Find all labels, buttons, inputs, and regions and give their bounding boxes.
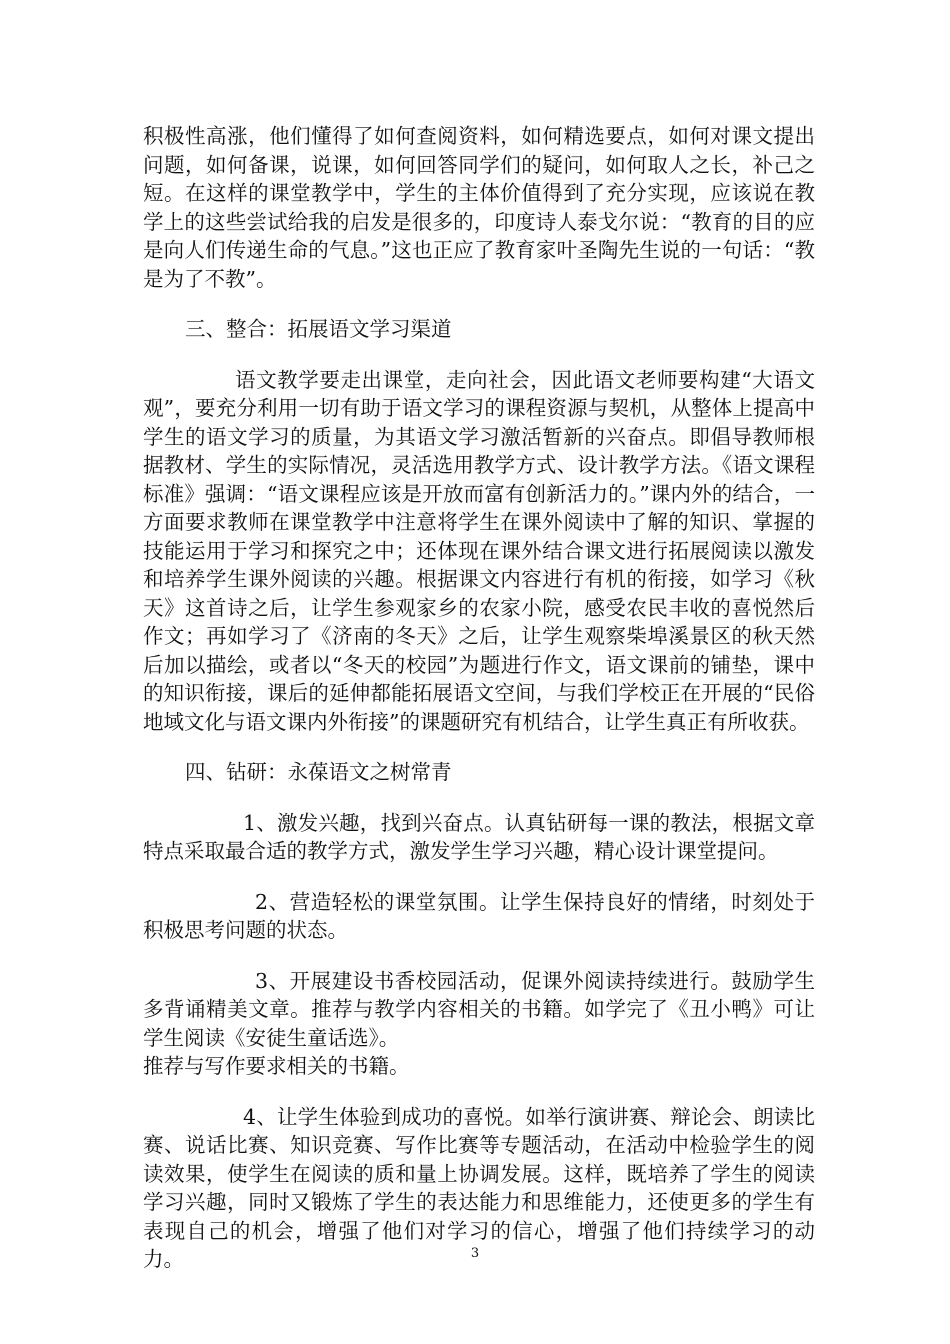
list-item-4: 4、让学生体验到成功的喜悦。如举行演讲赛、辩论会、朗读比赛、说话比赛、知识竞赛、写作比赛等专题活动，在活动中检验学生的阅读效果，使学生在阅读的质和量上协调发展。这样，既培养了学生的阅读学习兴趣，同时又锻炼了学生的表达能力和思维能力，还使更多的学生有表现自己的机会，增强了他们对学习的信心，增强了他们持续学习的动力。	[143, 1104, 815, 1271]
body-paragraph-2: 语文教学要走出课堂，走向社会，因此语文老师要构建“大语文观”，要充分利用一切有助于语文学习的课程资源与契机，从整体上提高中学生的语文学习的质量，为其语文学习激活暂新的兴奋点。即倡导教师根据教材、学生的实际情况，灵活选用教学方式、设计教学方法。《语文课程标准》强调：“语文课程应该是开放而富有创新活力的。”课内外的结合，一方面要求教师在课堂教学中注意将学生在课外阅读中了解的知识、掌握的技能运用于学习和探究之中；还体现在课外结合课文进行拓展阅读以激发和培养学生课外阅读的兴趣。根据课文内容进行有机的衔接，如学习《秋天》这首诗之后，让学生参观家乡的农家小院，感受农民丰收的喜悦然后作文；再如学习了《济南的冬天》之后，让学生观察柴埠溪景区的秋天然后加以描绘，或者以“冬天的校园”为题进行作文，语文课前的铺垫，课中的知识衔接，课后的延伸都能拓展语文空间，与我们学校正在开展的“民俗地域文化与语文课内外衔接”的课题研究有机结合，让学生真正有所收获。	[143, 367, 815, 734]
page-content	[143, 122, 815, 1274]
list-item-3-continuation: 推荐与写作要求相关的书籍。	[143, 1054, 410, 1078]
list-item-3: 3、开展建设书香校园活动，促课外阅读持续进行。鼓励学生多背诵精美文章。推荐与教学内容相关的书籍。如学完了《丑小鸭》可让学生阅读《安徒生童话选》。	[143, 968, 815, 1050]
paragraph-gap	[143, 1081, 815, 1103]
paragraph-gap	[143, 736, 815, 758]
paragraph-gap	[143, 344, 815, 366]
list-item-1: 1、激发兴趣，找到兴奋点。认真钻研每一课的教法，根据文章特点采取最合适的教学方式，激发学生学习兴趣，精心设计课堂提问。	[143, 810, 815, 863]
page-number: 3	[470, 1246, 480, 1261]
section-heading-3: 三、整合：拓展语文学习渠道	[185, 317, 452, 341]
body-paragraph-1: 积极性高涨，他们懂得了如何查阅资料，如何精选要点，如何对课文提出问题，如何备课，说课，如何回答同学们的疑问，如何取人之长，补己之短。在这样的课堂教学中，学生的主体价值得到了充分实现，应该说在教学上的这些尝试给我的启发是很多的，印度诗人泰戈尔说：“教育的目的应是向人们传递生命的气息。”这也正应了教育家叶圣陶先生说的一句话：“教是为了不教”。	[143, 124, 815, 291]
paragraph-gap	[143, 945, 815, 967]
paragraph-gap	[143, 787, 815, 809]
list-item-2: 2、营造轻松的课堂氛围。让学生保持良好的情绪，时刻处于积极思考问题的状态。	[143, 889, 815, 942]
section-heading-4: 四、钻研：永葆语文之树常青	[185, 760, 452, 784]
paragraph-gap	[143, 866, 815, 888]
paragraph-gap	[143, 293, 815, 315]
